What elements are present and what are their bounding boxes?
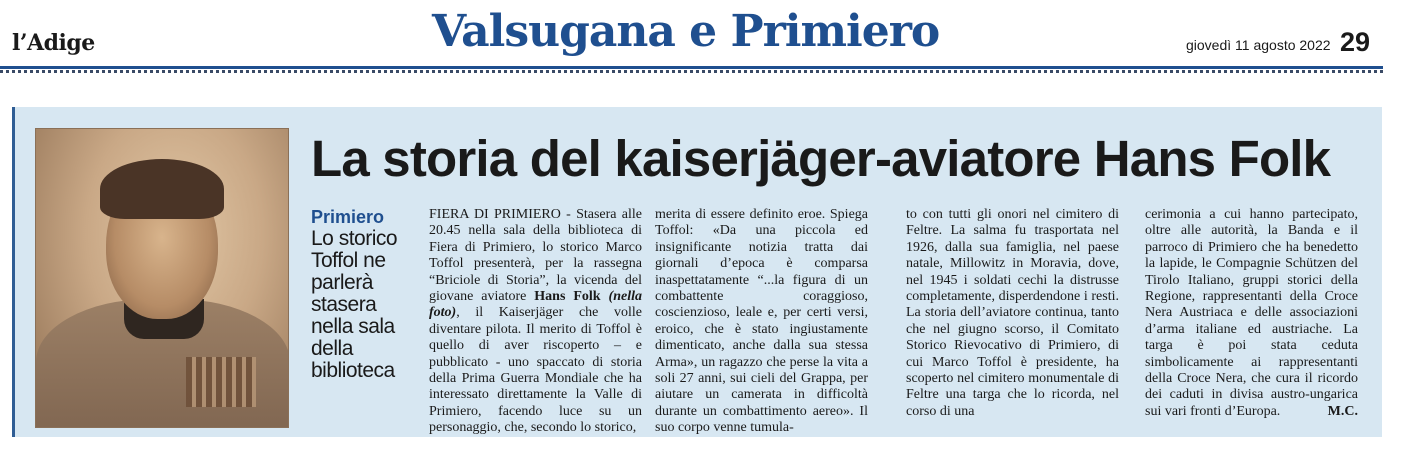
summary-text: Lo storico Toffol ne parlerà stasera nella sala della biblioteca	[311, 226, 398, 383]
article-kicker: Primiero	[311, 207, 385, 227]
body-column-2: merita di essere definito eroe. Spiega Toffol: «Da una piccola ed insignificante notizia tratta dai giornali d’epoca è comparsa inaspettatamente “...la figura di un combattente coraggioso, coscienzioso, leale e, per certi versi, eroico, che è stato ingiustamente dimenticato, anche dalla sua stessa Arma», un ragazzo che perse la vita a soli 27 anni, sui cieli del Grappa, per aiutare un camerata in difficoltà durante un combattimento aereo». Il suo corpo venne tumula-	[655, 207, 868, 436]
article-headline: La storia del kaiserjäger-aviatore Hans Folk	[311, 130, 1331, 187]
article-box	[12, 107, 1382, 437]
newspaper-logo: l’Adige	[12, 30, 95, 56]
article-summary	[311, 208, 416, 382]
issue-date: giovedì 11 agosto 2022	[1186, 37, 1331, 53]
author-signature: M.C.	[1327, 404, 1358, 420]
header-rule	[0, 66, 1383, 69]
photo-reference: (nella foto)	[429, 289, 642, 321]
masthead	[0, 0, 1405, 75]
body-column-4: cerimonia a cui hanno partecipato, oltre alle autorità, la Banda e il parroco di Primiero che ha benedetto la lapide, le Compagnie Schützen del Tirolo Italiano, gruppi storici della Regione, rappresentanti della Croce Nera Austriaca e delle associazioni d’arma italiane ed austriache. La targa è poi stata ceduta simbolicamente ai rappresentanti della Croce Nera, che cura il ricordo dei caduti in divisa austro-ungarica sui vari fronti d’Europa. M.C.	[1145, 207, 1358, 420]
body-column-1: FIERA DI PRIMIERO - Stasera alle 20.45 nella sala della biblioteca di Fiera di Primiero, lo storico Marco Toffol presenterà, per la rassegna “Briciole di Storia”, la vicenda del giovane aviatore Hans Folk (nella foto), il Kaiserjäger che volle diventare pilota. Il merito di Toffol è quello di aver riscoperto – e pubblicato - uno spaccato di storia della Prima Guerra Mondiale che ha interessato direttamente la Valle di Primiero, facendo luce su un personaggio, che, secondo lo storico,	[429, 207, 642, 436]
header-dotted-rule	[0, 70, 1383, 73]
section-title: Valsugana e Primiero	[432, 6, 940, 57]
portrait-photo	[35, 128, 289, 428]
body-column-3: to con tutti gli onori nel cimitero di Feltre. La salma fu trasportata nel 1926, dalla sua famiglia, nel paese natale, Millowitz in Moravia, dove, nel 1945 i soldati cechi la distrusse completamente, disperdendone i resti. La storia dell’aviatore continua, tanto che nel giugno scorso, il Comitato Storico Rievocativo di Primiero, di cui Marco Toffol è presidente, ha scoperto nel cimitero monumentale di Feltre una targa che lo ricorda, nel corso di una	[906, 207, 1119, 419]
page-number: 29	[1340, 27, 1371, 57]
person-name: Hans Folk	[534, 289, 601, 305]
